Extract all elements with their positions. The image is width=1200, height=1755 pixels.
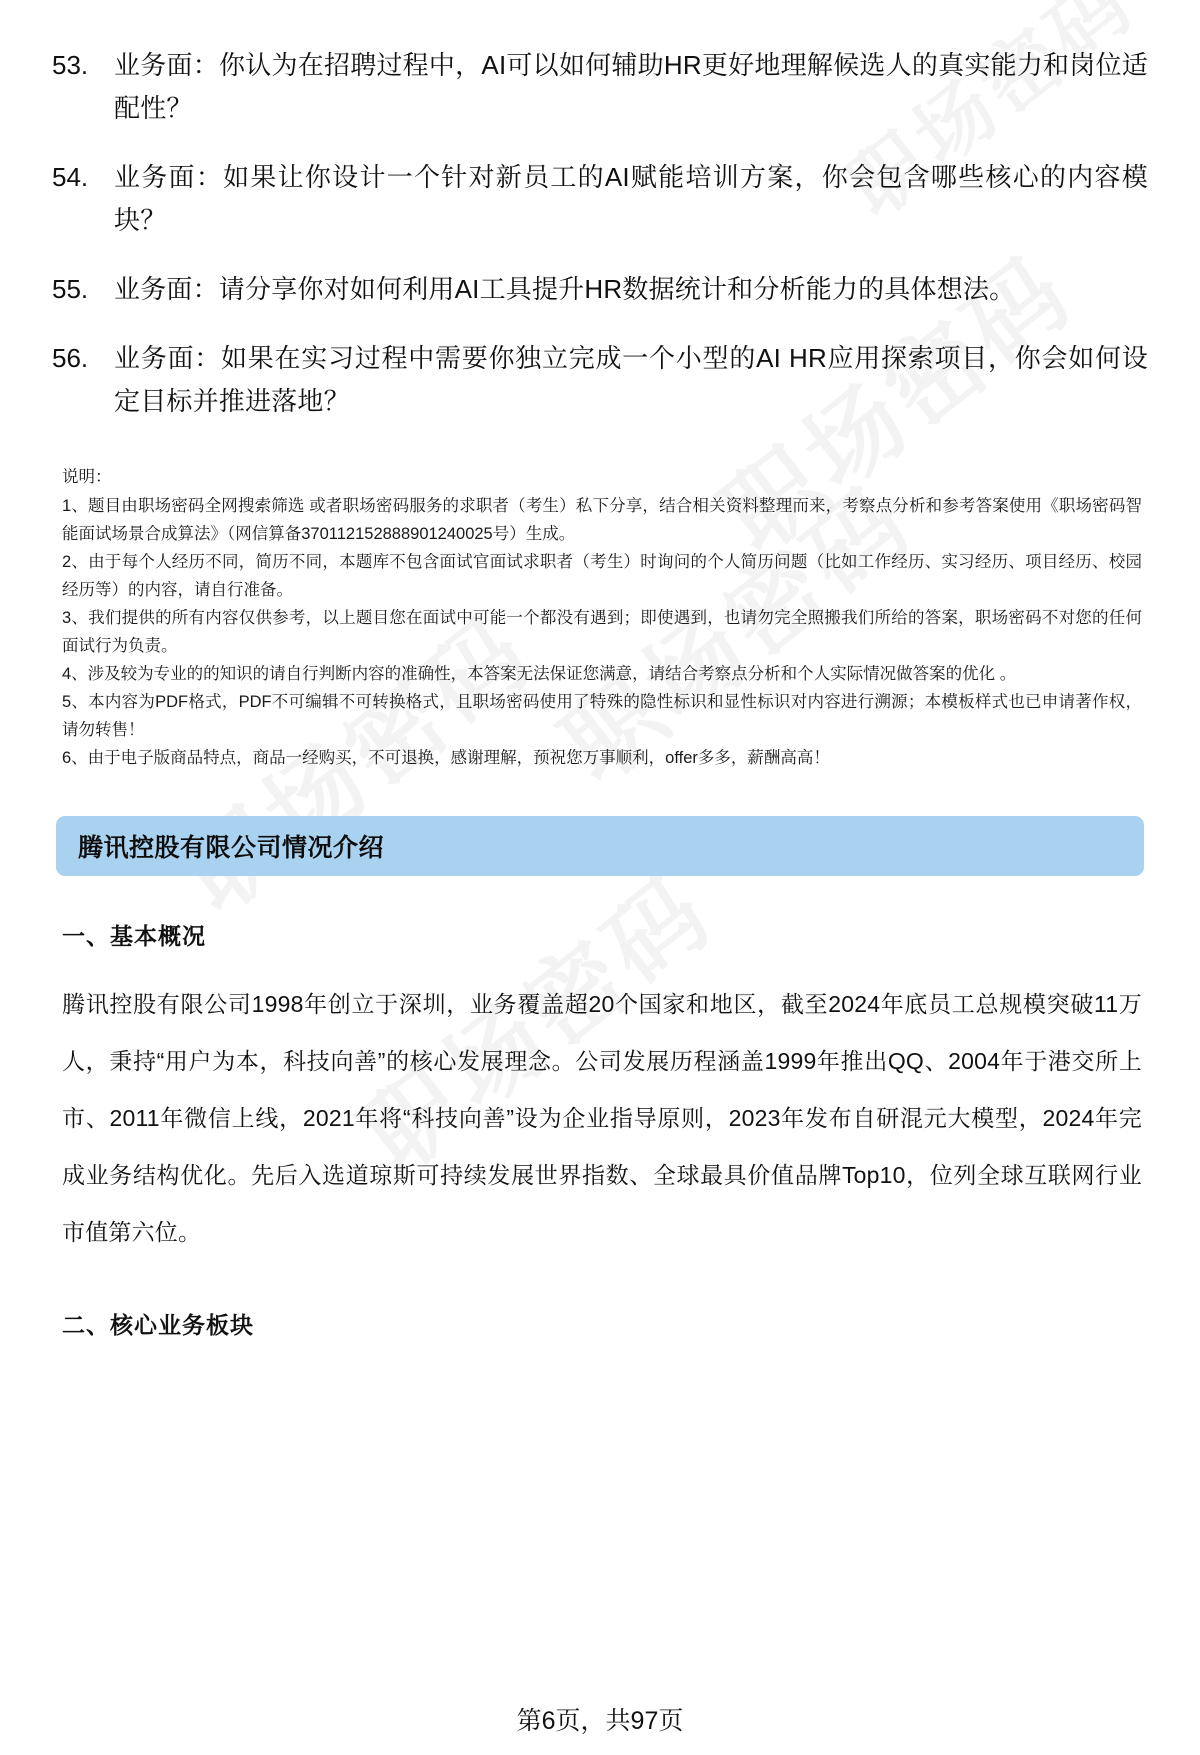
question-number: 56. bbox=[52, 343, 89, 373]
question-text: 业务面：你认为在招聘过程中，AI可以如何辅助HR更好地理解候选人的真实能力和岗位适配性？ bbox=[114, 50, 1148, 123]
question-number: 53. bbox=[52, 50, 89, 80]
question-text: 业务面：如果在实习过程中需要你独立完成一个小型的AI HR应用探索项目，你会如何设定目标并推进落地？ bbox=[114, 343, 1148, 416]
question-number: 54. bbox=[52, 162, 89, 192]
section-banner-title: 腾讯控股有限公司情况介绍 bbox=[78, 834, 385, 862]
section-heading-basic-overview: 一、基本概况 bbox=[62, 923, 206, 949]
notes-item: 1、题目由职场密码全网搜索筛选 或者职场密码服务的求职者（考生）私下分享，结合相关资料整理而来，考察点分析和参考答案使用《职场密码智能面试场景合成算法》（网信算备370112152888901240025号）生成。 bbox=[62, 497, 1142, 543]
notes-item: 2、由于每个人经历不同，简历不同，本题库不包含面试官面试求职者（考生）时询问的个人简历问题（比如工作经历、实习经历、项目经历、校园经历等）的内容，请自行准备。 bbox=[62, 553, 1142, 599]
section-heading-core-business: 二、核心业务板块 bbox=[62, 1312, 254, 1338]
question-item bbox=[52, 337, 1148, 423]
notes-item: 4、涉及较为专业的的知识的请自行判断内容的准确性，本答案无法保证您满意，请结合考察点分析和个人实际情况做答案的优化 。 bbox=[62, 665, 1017, 683]
question-item bbox=[52, 44, 1148, 130]
notes-item: 5、本内容为PDF格式，PDF不可编辑不可转换格式，且职场密码使用了特殊的隐性标识和显性标识对内容进行溯源；本模板样式也已申请著作权，请勿转售！ bbox=[62, 693, 1142, 739]
question-list bbox=[0, 0, 1200, 423]
question-text: 业务面：如果让你设计一个针对新员工的AI赋能培训方案，你会包含哪些核心的内容模块？ bbox=[114, 162, 1148, 235]
notes-item: 6、由于电子版商品特点，商品一经购买，不可退换，感谢理解，预祝您万事顺利，offer多多，薪酬高高！ bbox=[62, 749, 830, 767]
question-number: 55. bbox=[52, 274, 89, 304]
section-paragraph-basic-overview: 腾讯控股有限公司1998年创立于深圳，业务覆盖超20个国家和地区，截至2024年底员工总规模突破11万人，秉持“用户为本，科技向善”的核心发展理念。公司发展历程涵盖1999年推出QQ、2004年于港交所上市、2011年微信上线，2021年将“科技向善”设为企业指导原则，2023年发布自研混元大模型，2024年完成业务结构优化。先后入选道琼斯可持续发展世界指数、全球最具价值品牌Top10，位列全球互联网行业市值第六位。 bbox=[62, 991, 1142, 1245]
section-banner-wrapper bbox=[0, 772, 1200, 876]
company-overview-section bbox=[0, 916, 1200, 1345]
page-footer: 第6页，共97页 bbox=[516, 1707, 684, 1735]
notes-item: 3、我们提供的所有内容仅供参考，以上题目您在面试中可能一个都没有遇到；即使遇到，也请勿完全照搬我们所给的答案，职场密码不对您的任何面试行为负责。 bbox=[62, 609, 1142, 655]
notes-title: 说明： bbox=[62, 468, 112, 486]
notes-block bbox=[0, 449, 1200, 772]
section-banner bbox=[56, 816, 1144, 876]
question-item bbox=[52, 156, 1148, 242]
question-item bbox=[52, 268, 1148, 311]
question-text: 业务面：请分享你对如何利用AI工具提升HR数据统计和分析能力的具体想法。 bbox=[114, 274, 1016, 304]
